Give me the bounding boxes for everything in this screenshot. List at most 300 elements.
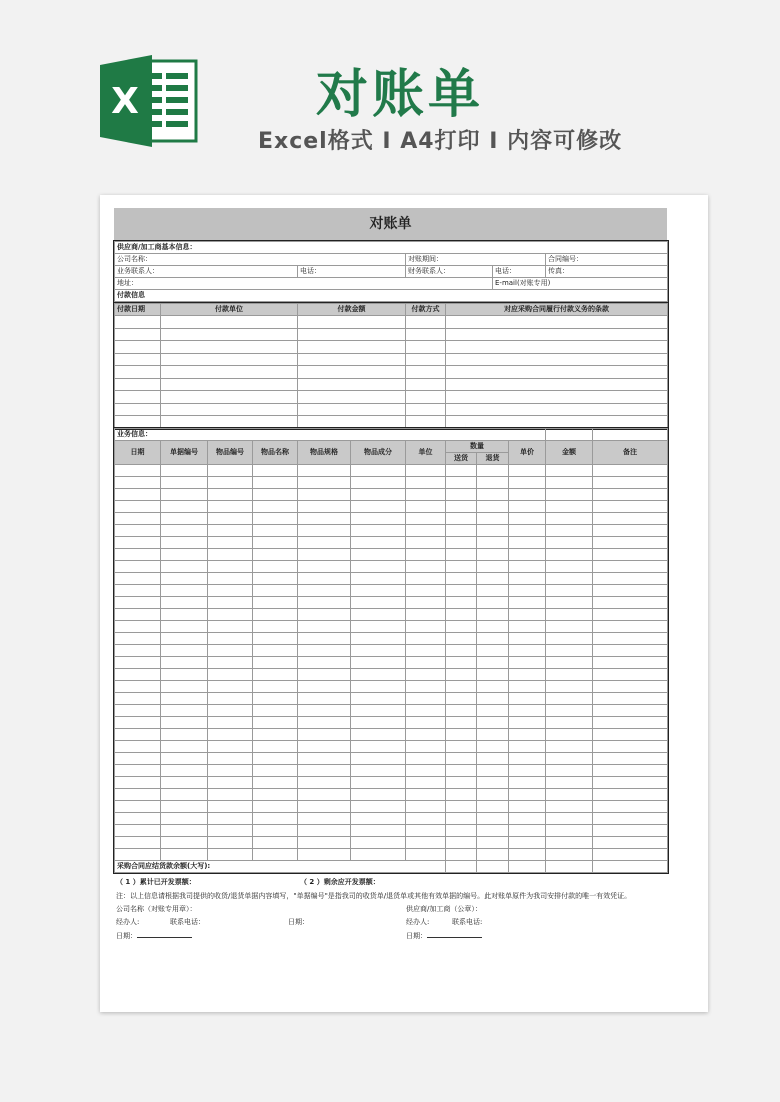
table-cell[interactable]	[351, 609, 406, 621]
table-cell[interactable]	[593, 669, 668, 681]
table-cell[interactable]	[446, 645, 477, 657]
table-cell[interactable]	[115, 513, 161, 525]
table-cell[interactable]	[406, 501, 446, 513]
table-cell[interactable]	[593, 609, 668, 621]
table-cell[interactable]	[406, 549, 446, 561]
table-cell[interactable]	[477, 777, 509, 789]
table-cell[interactable]	[115, 657, 161, 669]
table-cell[interactable]	[593, 525, 668, 537]
table-cell[interactable]	[253, 657, 298, 669]
table-cell[interactable]	[298, 645, 351, 657]
table-cell[interactable]	[509, 681, 546, 693]
table-cell[interactable]	[115, 693, 161, 705]
table-cell[interactable]	[477, 585, 509, 597]
table-cell[interactable]	[509, 465, 546, 477]
table-cell[interactable]	[509, 837, 546, 849]
table-cell[interactable]	[161, 378, 298, 391]
table-cell[interactable]	[593, 801, 668, 813]
table-cell[interactable]	[446, 741, 477, 753]
table-cell[interactable]	[253, 705, 298, 717]
table-cell[interactable]	[593, 825, 668, 837]
table-cell[interactable]	[446, 585, 477, 597]
table-cell[interactable]	[406, 789, 446, 801]
balance-cell[interactable]	[477, 861, 509, 873]
table-cell[interactable]	[253, 717, 298, 729]
table-cell[interactable]	[477, 477, 509, 489]
table-cell[interactable]	[161, 717, 208, 729]
table-cell[interactable]	[477, 597, 509, 609]
table-cell[interactable]	[477, 525, 509, 537]
table-cell[interactable]	[298, 813, 351, 825]
balance-cell[interactable]	[446, 861, 477, 873]
table-cell[interactable]	[253, 621, 298, 633]
table-cell[interactable]	[161, 849, 208, 861]
table-cell[interactable]	[406, 801, 446, 813]
table-cell[interactable]	[509, 801, 546, 813]
table-cell[interactable]	[546, 465, 593, 477]
table-cell[interactable]	[161, 597, 208, 609]
table-cell[interactable]	[298, 316, 406, 329]
table-cell[interactable]	[115, 501, 161, 513]
table-cell[interactable]	[509, 741, 546, 753]
table-cell[interactable]	[446, 729, 477, 741]
table-cell[interactable]	[593, 681, 668, 693]
table-cell[interactable]	[351, 561, 406, 573]
table-cell[interactable]	[546, 849, 593, 861]
table-cell[interactable]	[253, 501, 298, 513]
table-cell[interactable]	[161, 825, 208, 837]
table-cell[interactable]	[446, 525, 477, 537]
table-cell[interactable]	[593, 705, 668, 717]
table-cell[interactable]	[298, 416, 406, 429]
table-cell[interactable]	[161, 789, 208, 801]
table-cell[interactable]	[446, 657, 477, 669]
table-cell[interactable]	[253, 777, 298, 789]
table-cell[interactable]	[546, 573, 593, 585]
table-cell[interactable]	[161, 489, 208, 501]
table-cell[interactable]	[115, 416, 161, 429]
table-cell[interactable]	[351, 513, 406, 525]
table-cell[interactable]	[446, 328, 668, 341]
table-cell[interactable]	[115, 837, 161, 849]
table-cell[interactable]	[477, 717, 509, 729]
table-cell[interactable]	[446, 573, 477, 585]
table-cell[interactable]	[253, 849, 298, 861]
table-cell[interactable]	[446, 316, 668, 329]
table-cell[interactable]	[253, 789, 298, 801]
table-cell[interactable]	[593, 549, 668, 561]
table-cell[interactable]	[161, 549, 208, 561]
table-cell[interactable]	[593, 777, 668, 789]
table-cell[interactable]	[446, 705, 477, 717]
table-cell[interactable]	[446, 513, 477, 525]
table-cell[interactable]	[593, 717, 668, 729]
table-cell[interactable]	[161, 403, 298, 416]
table-cell[interactable]	[509, 513, 546, 525]
table-cell[interactable]	[546, 705, 593, 717]
table-cell[interactable]	[115, 825, 161, 837]
date-left-input[interactable]	[137, 930, 192, 938]
table-cell[interactable]	[298, 753, 351, 765]
table-cell[interactable]	[546, 693, 593, 705]
table-cell[interactable]	[115, 366, 161, 379]
table-cell[interactable]	[208, 753, 253, 765]
table-cell[interactable]	[115, 609, 161, 621]
table-cell[interactable]	[406, 537, 446, 549]
table-cell[interactable]	[446, 837, 477, 849]
table-cell[interactable]	[406, 416, 446, 429]
table-cell[interactable]	[593, 465, 668, 477]
table-cell[interactable]	[298, 741, 351, 753]
table-cell[interactable]	[298, 328, 406, 341]
table-cell[interactable]	[446, 789, 477, 801]
table-cell[interactable]	[298, 585, 351, 597]
table-cell[interactable]	[298, 341, 406, 354]
table-cell[interactable]	[298, 633, 351, 645]
table-cell[interactable]	[351, 669, 406, 681]
table-cell[interactable]	[593, 477, 668, 489]
table-cell[interactable]	[406, 525, 446, 537]
table-cell[interactable]	[115, 465, 161, 477]
table-cell[interactable]	[351, 681, 406, 693]
table-cell[interactable]	[593, 849, 668, 861]
table-cell[interactable]	[509, 585, 546, 597]
table-cell[interactable]	[161, 777, 208, 789]
table-cell[interactable]	[115, 753, 161, 765]
table-cell[interactable]	[446, 416, 668, 429]
table-cell[interactable]	[115, 328, 161, 341]
table-cell[interactable]	[509, 501, 546, 513]
table-cell[interactable]	[161, 693, 208, 705]
table-cell[interactable]	[253, 741, 298, 753]
contract-no-field[interactable]: 合同编号：	[546, 254, 668, 266]
table-cell[interactable]	[253, 597, 298, 609]
table-cell[interactable]	[253, 489, 298, 501]
table-cell[interactable]	[208, 825, 253, 837]
table-cell[interactable]	[546, 489, 593, 501]
table-cell[interactable]	[546, 717, 593, 729]
table-cell[interactable]	[546, 753, 593, 765]
table-cell[interactable]	[509, 777, 546, 789]
table-cell[interactable]	[208, 777, 253, 789]
table-cell[interactable]	[115, 765, 161, 777]
table-cell[interactable]	[446, 597, 477, 609]
table-cell[interactable]	[161, 669, 208, 681]
table-cell[interactable]	[253, 561, 298, 573]
table-cell[interactable]	[115, 561, 161, 573]
table-cell[interactable]	[477, 657, 509, 669]
table-cell[interactable]	[509, 633, 546, 645]
table-cell[interactable]	[115, 705, 161, 717]
table-cell[interactable]	[208, 681, 253, 693]
table-cell[interactable]	[477, 813, 509, 825]
table-cell[interactable]	[298, 489, 351, 501]
table-cell[interactable]	[208, 669, 253, 681]
table-cell[interactable]	[161, 633, 208, 645]
table-cell[interactable]	[509, 549, 546, 561]
table-cell[interactable]	[593, 621, 668, 633]
table-cell[interactable]	[446, 801, 477, 813]
table-cell[interactable]	[161, 513, 208, 525]
table-cell[interactable]	[446, 813, 477, 825]
table-cell[interactable]	[509, 561, 546, 573]
table-cell[interactable]	[161, 391, 298, 404]
email-field[interactable]: E-mail(对账专用)	[493, 278, 668, 290]
table-cell[interactable]	[477, 849, 509, 861]
table-cell[interactable]	[509, 693, 546, 705]
business-contact-field[interactable]: 业务联系人：	[115, 266, 298, 278]
table-cell[interactable]	[406, 825, 446, 837]
table-cell[interactable]	[593, 741, 668, 753]
table-cell[interactable]	[477, 837, 509, 849]
table-cell[interactable]	[208, 729, 253, 741]
table-cell[interactable]	[509, 789, 546, 801]
table-cell[interactable]	[161, 537, 208, 549]
date-right-input[interactable]	[427, 930, 482, 938]
table-cell[interactable]	[115, 378, 161, 391]
address-field[interactable]: 地址：	[115, 278, 493, 290]
table-cell[interactable]	[351, 633, 406, 645]
table-cell[interactable]	[593, 513, 668, 525]
table-cell[interactable]	[406, 513, 446, 525]
table-cell[interactable]	[546, 549, 593, 561]
table-cell[interactable]	[446, 777, 477, 789]
table-cell[interactable]	[477, 609, 509, 621]
table-cell[interactable]	[208, 573, 253, 585]
table-cell[interactable]	[546, 561, 593, 573]
table-cell[interactable]	[509, 705, 546, 717]
table-cell[interactable]	[477, 501, 509, 513]
table-cell[interactable]	[298, 777, 351, 789]
table-cell[interactable]	[477, 801, 509, 813]
table-cell[interactable]	[593, 585, 668, 597]
table-cell[interactable]	[208, 585, 253, 597]
table-cell[interactable]	[509, 597, 546, 609]
table-cell[interactable]	[161, 328, 298, 341]
table-cell[interactable]	[298, 391, 406, 404]
table-cell[interactable]	[446, 633, 477, 645]
table-cell[interactable]	[298, 537, 351, 549]
table-cell[interactable]	[161, 705, 208, 717]
table-cell[interactable]	[161, 585, 208, 597]
table-cell[interactable]	[351, 585, 406, 597]
table-cell[interactable]	[406, 341, 446, 354]
table-cell[interactable]	[208, 501, 253, 513]
table-cell[interactable]	[446, 477, 477, 489]
table-cell[interactable]	[161, 341, 298, 354]
table-cell[interactable]	[115, 681, 161, 693]
table-cell[interactable]	[351, 645, 406, 657]
table-cell[interactable]	[406, 561, 446, 573]
table-cell[interactable]	[446, 549, 477, 561]
table-cell[interactable]	[546, 789, 593, 801]
table-cell[interactable]	[115, 777, 161, 789]
table-cell[interactable]	[253, 477, 298, 489]
table-cell[interactable]	[406, 489, 446, 501]
table-cell[interactable]	[115, 585, 161, 597]
table-cell[interactable]	[351, 465, 406, 477]
table-cell[interactable]	[593, 561, 668, 573]
table-cell[interactable]	[208, 837, 253, 849]
table-cell[interactable]	[406, 585, 446, 597]
table-cell[interactable]	[477, 681, 509, 693]
table-cell[interactable]	[298, 561, 351, 573]
table-cell[interactable]	[351, 849, 406, 861]
table-cell[interactable]	[208, 609, 253, 621]
table-cell[interactable]	[406, 465, 446, 477]
table-cell[interactable]	[406, 316, 446, 329]
table-cell[interactable]	[253, 573, 298, 585]
finance-contact-field[interactable]: 财务联系人：	[406, 266, 493, 278]
table-cell[interactable]	[161, 681, 208, 693]
table-cell[interactable]	[115, 403, 161, 416]
table-cell[interactable]	[115, 353, 161, 366]
table-cell[interactable]	[351, 489, 406, 501]
table-cell[interactable]	[115, 549, 161, 561]
table-cell[interactable]	[298, 378, 406, 391]
table-cell[interactable]	[351, 525, 406, 537]
table-cell[interactable]	[253, 549, 298, 561]
table-cell[interactable]	[208, 657, 253, 669]
table-cell[interactable]	[115, 621, 161, 633]
table-cell[interactable]	[253, 537, 298, 549]
table-cell[interactable]	[351, 477, 406, 489]
table-cell[interactable]	[298, 465, 351, 477]
period-field[interactable]: 对账期间：	[406, 254, 546, 266]
table-cell[interactable]	[546, 741, 593, 753]
balance-cell[interactable]	[509, 861, 546, 873]
table-cell[interactable]	[208, 561, 253, 573]
table-cell[interactable]	[115, 341, 161, 354]
table-cell[interactable]	[593, 645, 668, 657]
table-cell[interactable]	[298, 525, 351, 537]
table-cell[interactable]	[161, 366, 298, 379]
table-cell[interactable]	[208, 741, 253, 753]
table-cell[interactable]	[593, 597, 668, 609]
table-cell[interactable]	[406, 657, 446, 669]
table-cell[interactable]	[509, 573, 546, 585]
table-cell[interactable]	[406, 717, 446, 729]
table-cell[interactable]	[298, 765, 351, 777]
table-cell[interactable]	[509, 669, 546, 681]
table-cell[interactable]	[161, 525, 208, 537]
table-cell[interactable]	[298, 669, 351, 681]
company-name-field[interactable]: 公司名称：	[115, 254, 406, 266]
phone-field[interactable]: 电话：	[298, 266, 406, 278]
table-cell[interactable]	[298, 597, 351, 609]
table-cell[interactable]	[446, 341, 668, 354]
table-cell[interactable]	[115, 316, 161, 329]
table-cell[interactable]	[546, 501, 593, 513]
table-cell[interactable]	[546, 669, 593, 681]
table-cell[interactable]	[546, 837, 593, 849]
table-cell[interactable]	[115, 597, 161, 609]
table-cell[interactable]	[406, 378, 446, 391]
table-cell[interactable]	[115, 717, 161, 729]
table-cell[interactable]	[593, 789, 668, 801]
table-cell[interactable]	[351, 765, 406, 777]
table-cell[interactable]	[446, 353, 668, 366]
table-cell[interactable]	[509, 657, 546, 669]
table-cell[interactable]	[477, 789, 509, 801]
balance-cell[interactable]	[593, 861, 668, 873]
table-cell[interactable]	[446, 765, 477, 777]
table-cell[interactable]	[253, 513, 298, 525]
table-cell[interactable]	[446, 693, 477, 705]
table-cell[interactable]	[115, 741, 161, 753]
table-cell[interactable]	[406, 705, 446, 717]
table-cell[interactable]	[446, 717, 477, 729]
table-cell[interactable]	[351, 501, 406, 513]
table-cell[interactable]	[351, 837, 406, 849]
table-cell[interactable]	[161, 813, 208, 825]
table-cell[interactable]	[253, 633, 298, 645]
table-cell[interactable]	[161, 465, 208, 477]
table-cell[interactable]	[593, 633, 668, 645]
table-cell[interactable]	[351, 621, 406, 633]
table-cell[interactable]	[161, 609, 208, 621]
table-cell[interactable]	[253, 609, 298, 621]
table-cell[interactable]	[446, 849, 477, 861]
table-cell[interactable]	[298, 717, 351, 729]
table-cell[interactable]	[298, 837, 351, 849]
table-cell[interactable]	[351, 549, 406, 561]
table-cell[interactable]	[446, 753, 477, 765]
table-cell[interactable]	[546, 621, 593, 633]
table-cell[interactable]	[161, 416, 298, 429]
table-cell[interactable]	[161, 657, 208, 669]
table-cell[interactable]	[593, 501, 668, 513]
table-cell[interactable]	[208, 537, 253, 549]
table-cell[interactable]	[593, 753, 668, 765]
table-cell[interactable]	[546, 585, 593, 597]
table-cell[interactable]	[298, 729, 351, 741]
table-cell[interactable]	[477, 465, 509, 477]
table-cell[interactable]	[477, 573, 509, 585]
table-cell[interactable]	[406, 765, 446, 777]
table-cell[interactable]	[546, 657, 593, 669]
table-cell[interactable]	[115, 669, 161, 681]
table-cell[interactable]	[351, 825, 406, 837]
table-cell[interactable]	[593, 813, 668, 825]
table-cell[interactable]	[208, 813, 253, 825]
table-cell[interactable]	[208, 513, 253, 525]
table-cell[interactable]	[208, 465, 253, 477]
table-cell[interactable]	[298, 403, 406, 416]
table-cell[interactable]	[253, 585, 298, 597]
table-cell[interactable]	[509, 645, 546, 657]
table-cell[interactable]	[351, 597, 406, 609]
table-cell[interactable]	[351, 573, 406, 585]
table-cell[interactable]	[546, 513, 593, 525]
table-cell[interactable]	[446, 669, 477, 681]
table-cell[interactable]	[208, 633, 253, 645]
table-cell[interactable]	[298, 789, 351, 801]
table-cell[interactable]	[406, 813, 446, 825]
table-cell[interactable]	[509, 609, 546, 621]
table-cell[interactable]	[509, 729, 546, 741]
table-cell[interactable]	[593, 657, 668, 669]
table-cell[interactable]	[298, 513, 351, 525]
table-cell[interactable]	[298, 609, 351, 621]
table-cell[interactable]	[161, 741, 208, 753]
table-cell[interactable]	[477, 693, 509, 705]
table-cell[interactable]	[446, 621, 477, 633]
table-cell[interactable]	[298, 693, 351, 705]
table-cell[interactable]	[208, 789, 253, 801]
table-cell[interactable]	[208, 765, 253, 777]
table-cell[interactable]	[208, 489, 253, 501]
